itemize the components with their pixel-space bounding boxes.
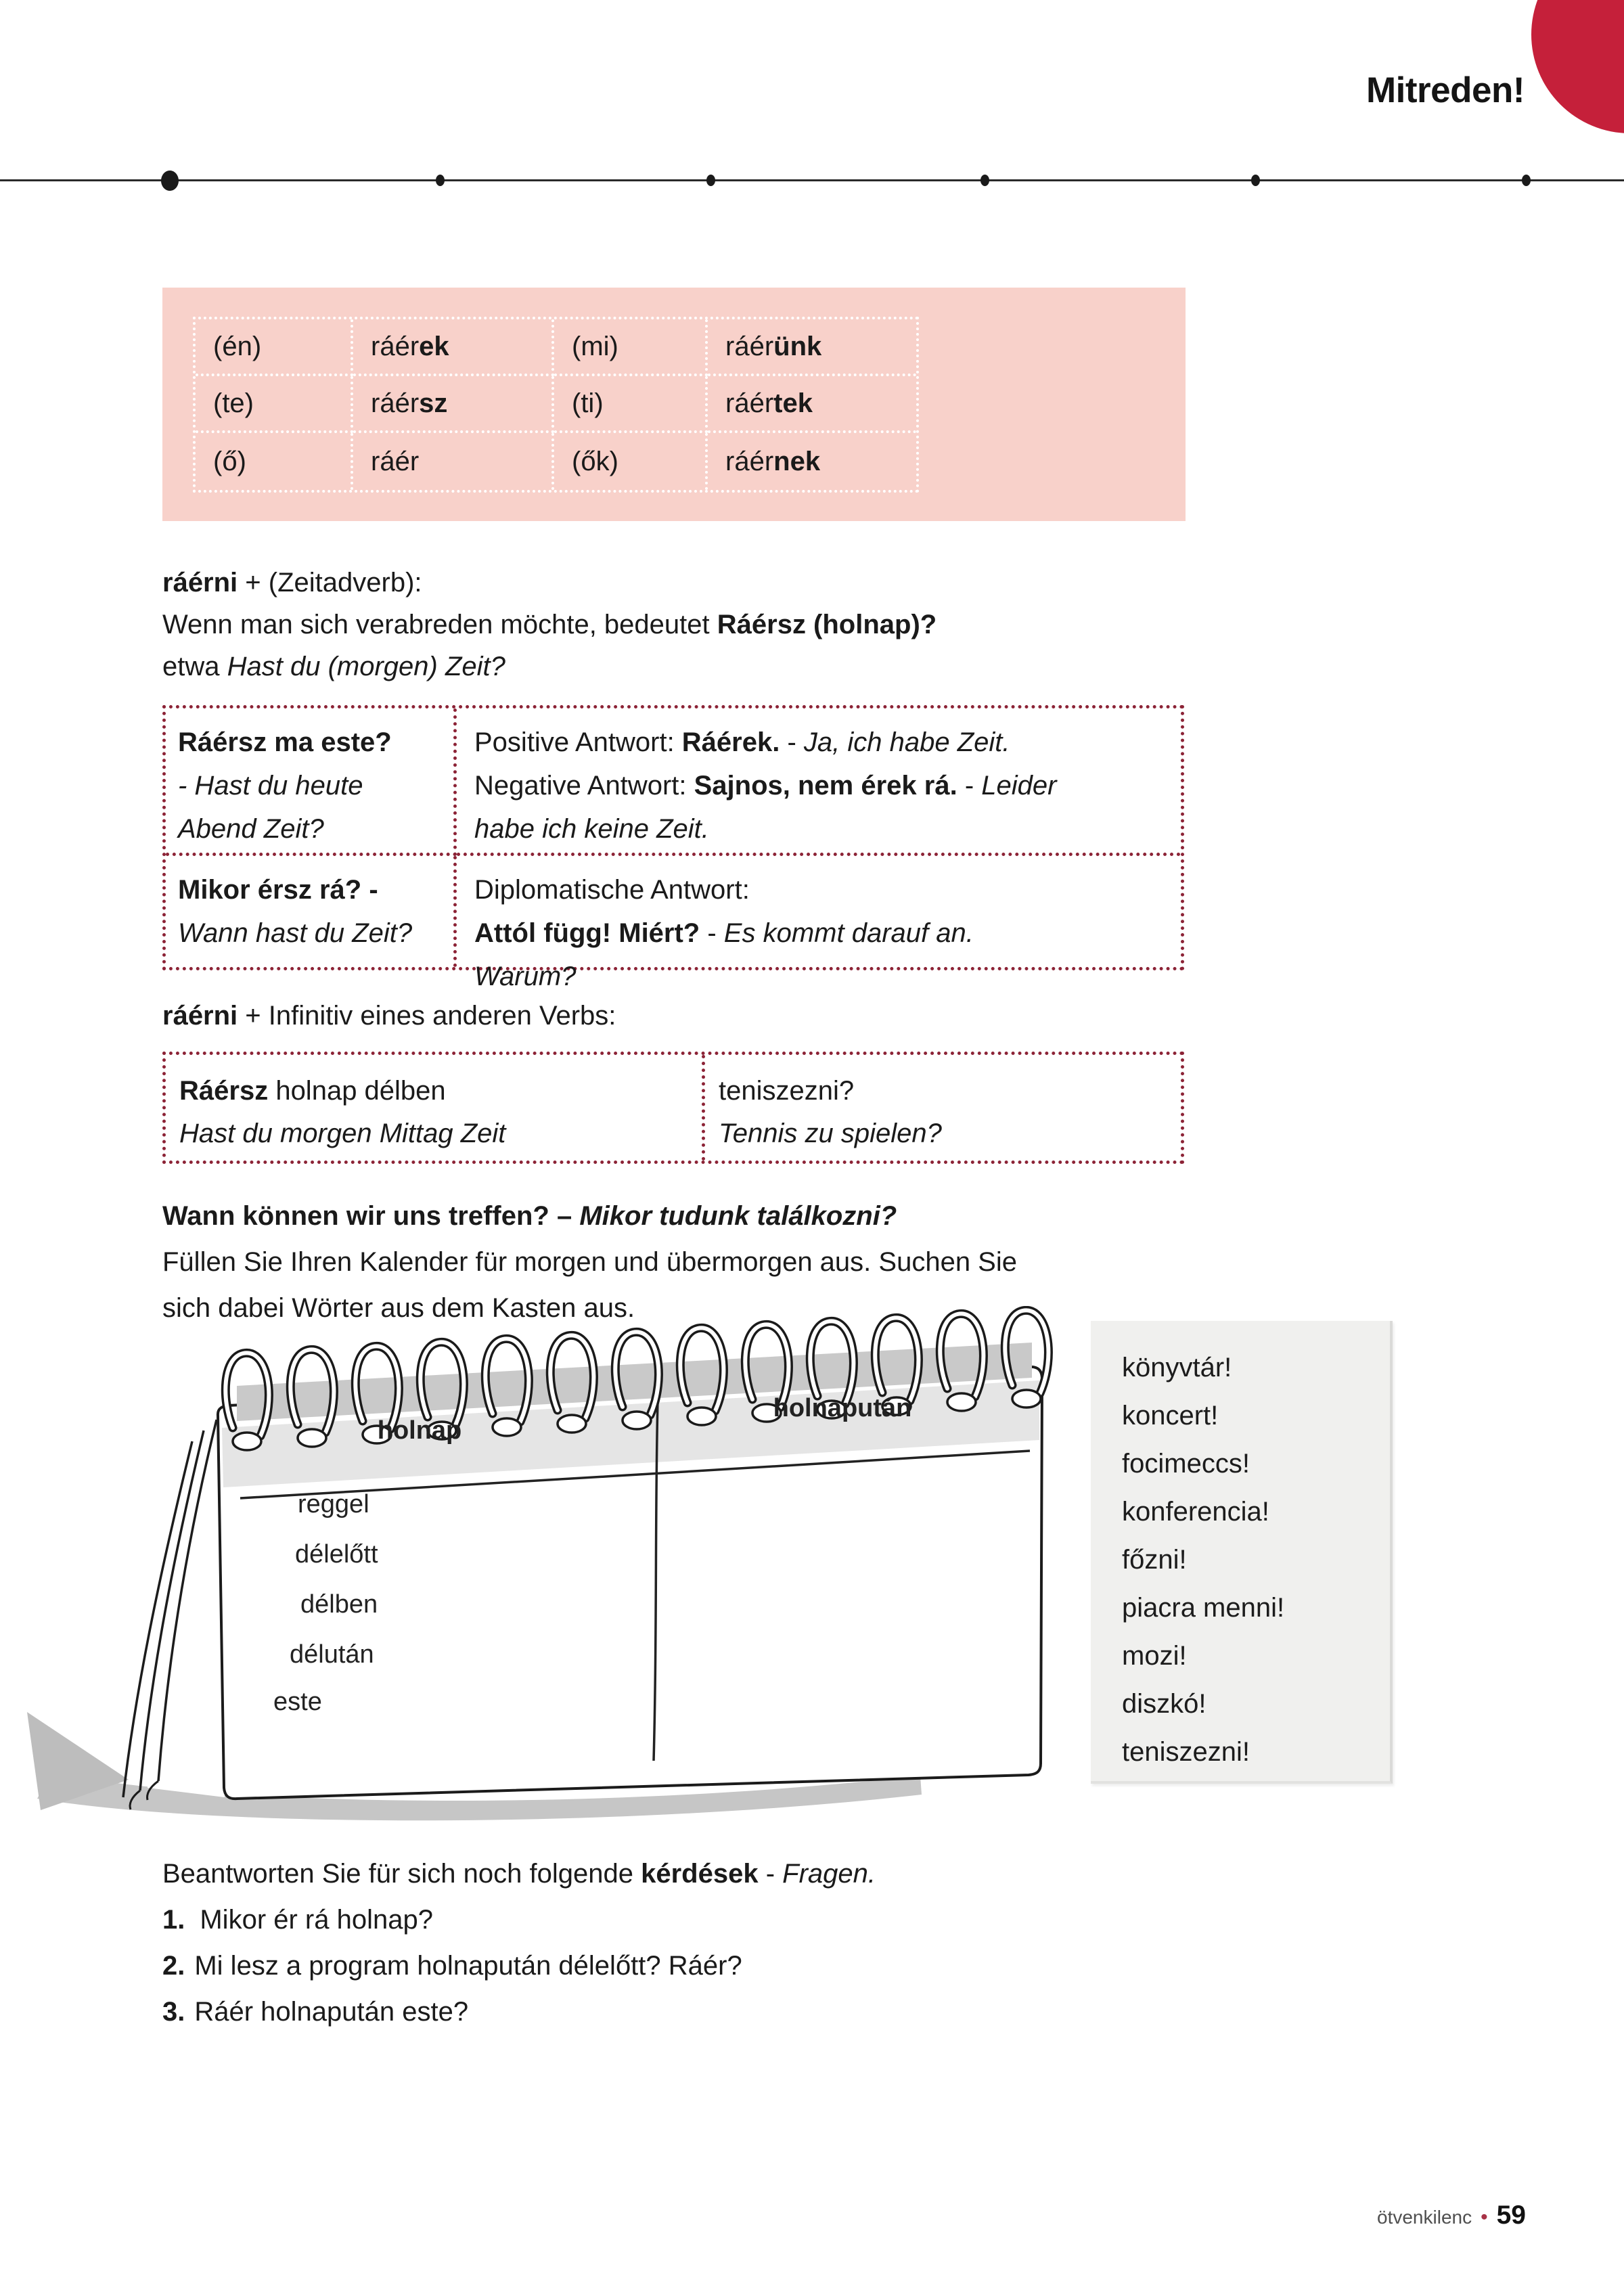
infinitive-heading: ráérni + Infinitiv eines anderen Verbs: xyxy=(162,1001,616,1031)
questions-section xyxy=(162,1851,876,2035)
exercise-instructions-line2: sich dabei Wörter aus dem Kasten aus. xyxy=(162,1293,635,1323)
conj-pronoun: (te) xyxy=(196,376,353,433)
calendar-column-holnap: holnap xyxy=(377,1416,462,1445)
calendar-column-holnaputan: holnapután xyxy=(773,1394,912,1422)
page-title: Mitreden! xyxy=(1366,70,1525,110)
conj-pronoun: (ő) xyxy=(196,433,353,490)
question-item: 2. Mi lesz a program holnapután délelőtt? Ráér? xyxy=(162,1951,742,1981)
intro-line1: ráérni + (Zeitadverb): xyxy=(162,568,422,598)
infinitive-right-cell: teniszezni? Tennis zu spielen? xyxy=(719,1076,942,1148)
word-item: főzni! xyxy=(1122,1545,1187,1575)
footer-dot-icon: • xyxy=(1481,2206,1488,2228)
corner-circle-decoration xyxy=(1531,0,1624,133)
intro-line2: Wenn man sich verabreden möchte, bedeutet Ráérsz (holnap)? xyxy=(162,610,937,639)
calendar-row-este: este xyxy=(273,1688,322,1716)
word-item: piacra menni! xyxy=(1122,1593,1285,1623)
word-item: teniszezni! xyxy=(1122,1737,1250,1767)
rule-dot xyxy=(1522,175,1531,186)
intro-line3: etwa Hast du (morgen) Zeit? xyxy=(162,652,505,681)
header-rule xyxy=(0,179,1624,181)
rule-dot xyxy=(161,171,179,191)
calendar-row-reggel: reggel xyxy=(298,1490,369,1518)
calendar-row-delelott: délelőtt xyxy=(295,1540,378,1569)
exercise-instructions-line1: Füllen Sie Ihren Kalender für morgen und übermorgen aus. Suchen Sie xyxy=(162,1247,1017,1277)
conj-pronoun: (mi) xyxy=(554,319,708,376)
conjugation-panel xyxy=(162,288,1186,521)
rule-dot xyxy=(436,175,445,186)
conj-pronoun: (én) xyxy=(196,319,353,376)
conj-verb: ráér ek xyxy=(353,319,554,376)
calendar-row-delben: délben xyxy=(300,1590,378,1619)
page-number: 59 xyxy=(1496,2201,1526,2230)
questions-lead: Beantworten Sie für sich noch folgende kérdések - Fragen. xyxy=(162,1859,876,1889)
word-item: mozi! xyxy=(1122,1641,1187,1671)
conj-verb: ráér nek xyxy=(725,446,821,476)
rule-dot xyxy=(980,175,989,186)
calendar-row-delutan: délután xyxy=(290,1640,374,1669)
calendar-drawing xyxy=(14,1306,1069,1834)
question-item: 1. Mikor ér rá holnap? xyxy=(162,1905,433,1935)
rule-dot xyxy=(1251,175,1260,186)
question-item: 3. Ráér holnapután este? xyxy=(162,1997,469,2027)
conj-verb: ráér tek xyxy=(708,376,916,433)
word-item: konferencia! xyxy=(1122,1497,1269,1527)
word-item: koncert! xyxy=(1122,1401,1219,1431)
word-box xyxy=(1091,1321,1393,1784)
conjugation-table xyxy=(193,317,919,493)
conj-verb: ráér ünk xyxy=(708,319,916,376)
page-number-word: ötvenkilenc xyxy=(1377,2207,1472,2228)
rule-dot xyxy=(706,175,715,186)
conj-verb: ráér sz xyxy=(353,376,554,433)
qa-answer-cell: Positive Antwort: Ráérek. - Ja, ich habe Zeit. Negative Antwort: Sajnos, nem érek rá. - Leider habe ich keine Zeit. xyxy=(457,708,1181,856)
page-footer xyxy=(1377,2201,1526,2230)
conj-verb: ráér xyxy=(353,433,554,490)
exercise-heading: Wann können wir uns treffen? – Mikor tudunk találkozni? xyxy=(162,1201,897,1231)
intro-paragraph xyxy=(162,562,937,688)
qa-answer-cell: Diplomatische Antwort: Attól függ! Miért? - Es kommt darauf an. Warum? xyxy=(474,875,974,991)
word-item: diszkó! xyxy=(1122,1689,1206,1719)
qa-example-table xyxy=(162,705,1184,991)
qa-question-cell: Ráérsz ma este? - Hast du heute Abend Zeit? xyxy=(166,708,457,856)
calendar-illustration xyxy=(14,1306,1069,1834)
word-item: focimeccs! xyxy=(1122,1449,1250,1479)
qa-question-cell: Mikor érsz rá? - Wann hast du Zeit? xyxy=(166,856,457,967)
conj-pronoun: (ők) xyxy=(554,433,708,490)
infinitive-example-table xyxy=(162,1052,1184,1164)
word-item: könyvtár! xyxy=(1122,1353,1232,1382)
conj-pronoun: (ti) xyxy=(554,376,708,433)
infinitive-left-cell: Ráérsz holnap délben Hast du morgen Mittag Zeit xyxy=(166,1055,705,1161)
